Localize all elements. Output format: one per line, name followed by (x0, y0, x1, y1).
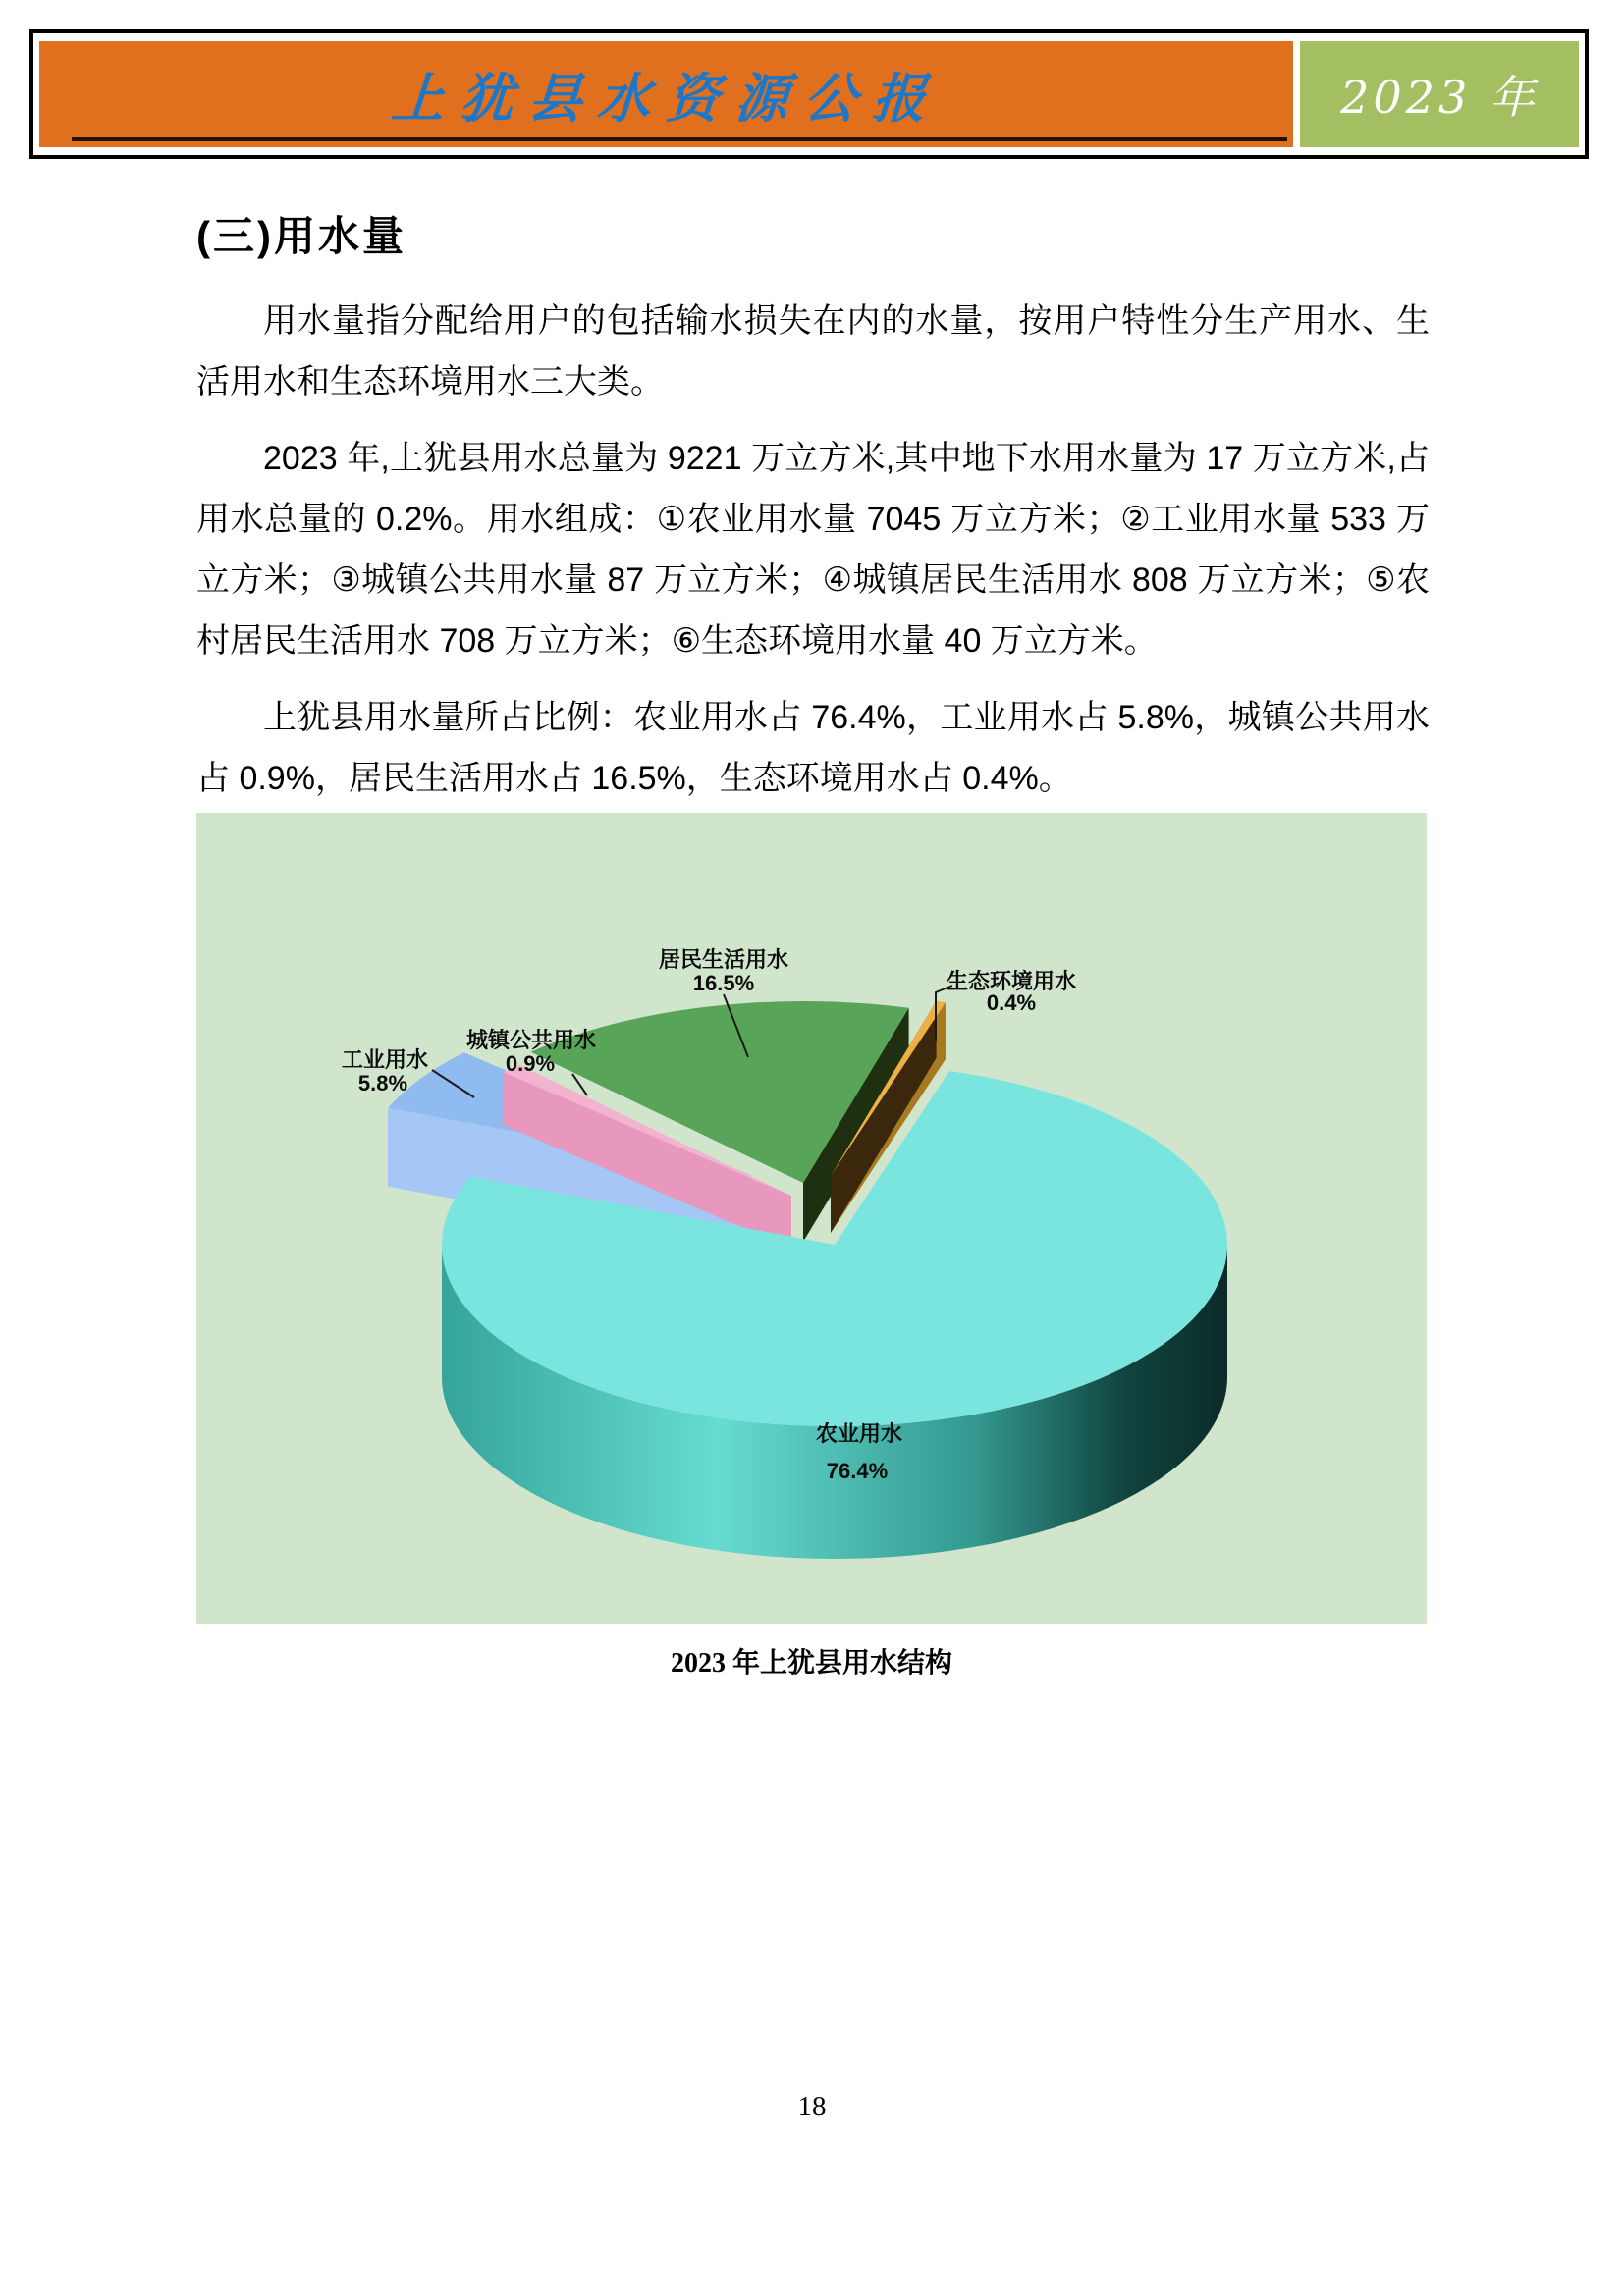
section-heading: (三)用水量 (196, 213, 406, 259)
label-urban-public-value: 0.9% (505, 1051, 556, 1076)
water-use-pie-chart (196, 813, 1427, 1624)
paragraph-definition: 用水量指分配给用户的包括输水损失在内的水量，按用户特性分生产用水、生活用水和生态环境用水三大类。 (196, 302, 1430, 400)
page-number: 18 (797, 2091, 827, 2122)
label-residential-name: 居民生活用水 (658, 947, 789, 972)
label-urban-public-name: 城镇公共用水 (465, 1028, 597, 1052)
paragraph-proportions: 上犹县用水量所占比例：农业用水占 76.4%，工业用水占 5.8%，城镇公共用水占 0.9%，居民生活用水占 16.5%，生态环境用水占 0.4%。 (196, 699, 1430, 797)
label-agriculture-name: 农业用水 (815, 1421, 903, 1446)
body-text (196, 291, 1430, 825)
label-industry-name: 工业用水 (341, 1047, 429, 1072)
chart-caption: 2023 年上犹县用水结构 (670, 1648, 952, 1679)
label-residential-value: 16.5% (692, 971, 755, 995)
label-agriculture-value: 76.4% (826, 1459, 889, 1483)
label-industry-value: 5.8% (357, 1071, 408, 1095)
label-ecological-name: 生态环境用水 (946, 969, 1077, 993)
year-badge: 2023 年 (1340, 71, 1539, 124)
paragraph-totals: 2023 年,上犹县用水总量为 9221 万立方米,其中地下水用水量为 17 万立方米,占用水总量的 0.2%。用水组成：①农业用水量 7045 万立方米；②工业用水量 533 万立方米；③城镇公共用水量 87 万立方米；④城镇居民生活用水 808 万立方米；⑤农村居民生活用水 708 万立方米；⑥生态环境用水量 40 万立方米。 (196, 440, 1430, 660)
label-ecological-value: 0.4% (986, 990, 1037, 1015)
report-title: 上犹县水资源公报 (389, 66, 944, 130)
header-year-badge-box (1300, 41, 1579, 147)
pie-chart-canvas (196, 813, 1427, 1624)
page-header (29, 29, 1589, 159)
header-underline-rule (72, 137, 1287, 141)
header-title-band (39, 41, 1293, 147)
